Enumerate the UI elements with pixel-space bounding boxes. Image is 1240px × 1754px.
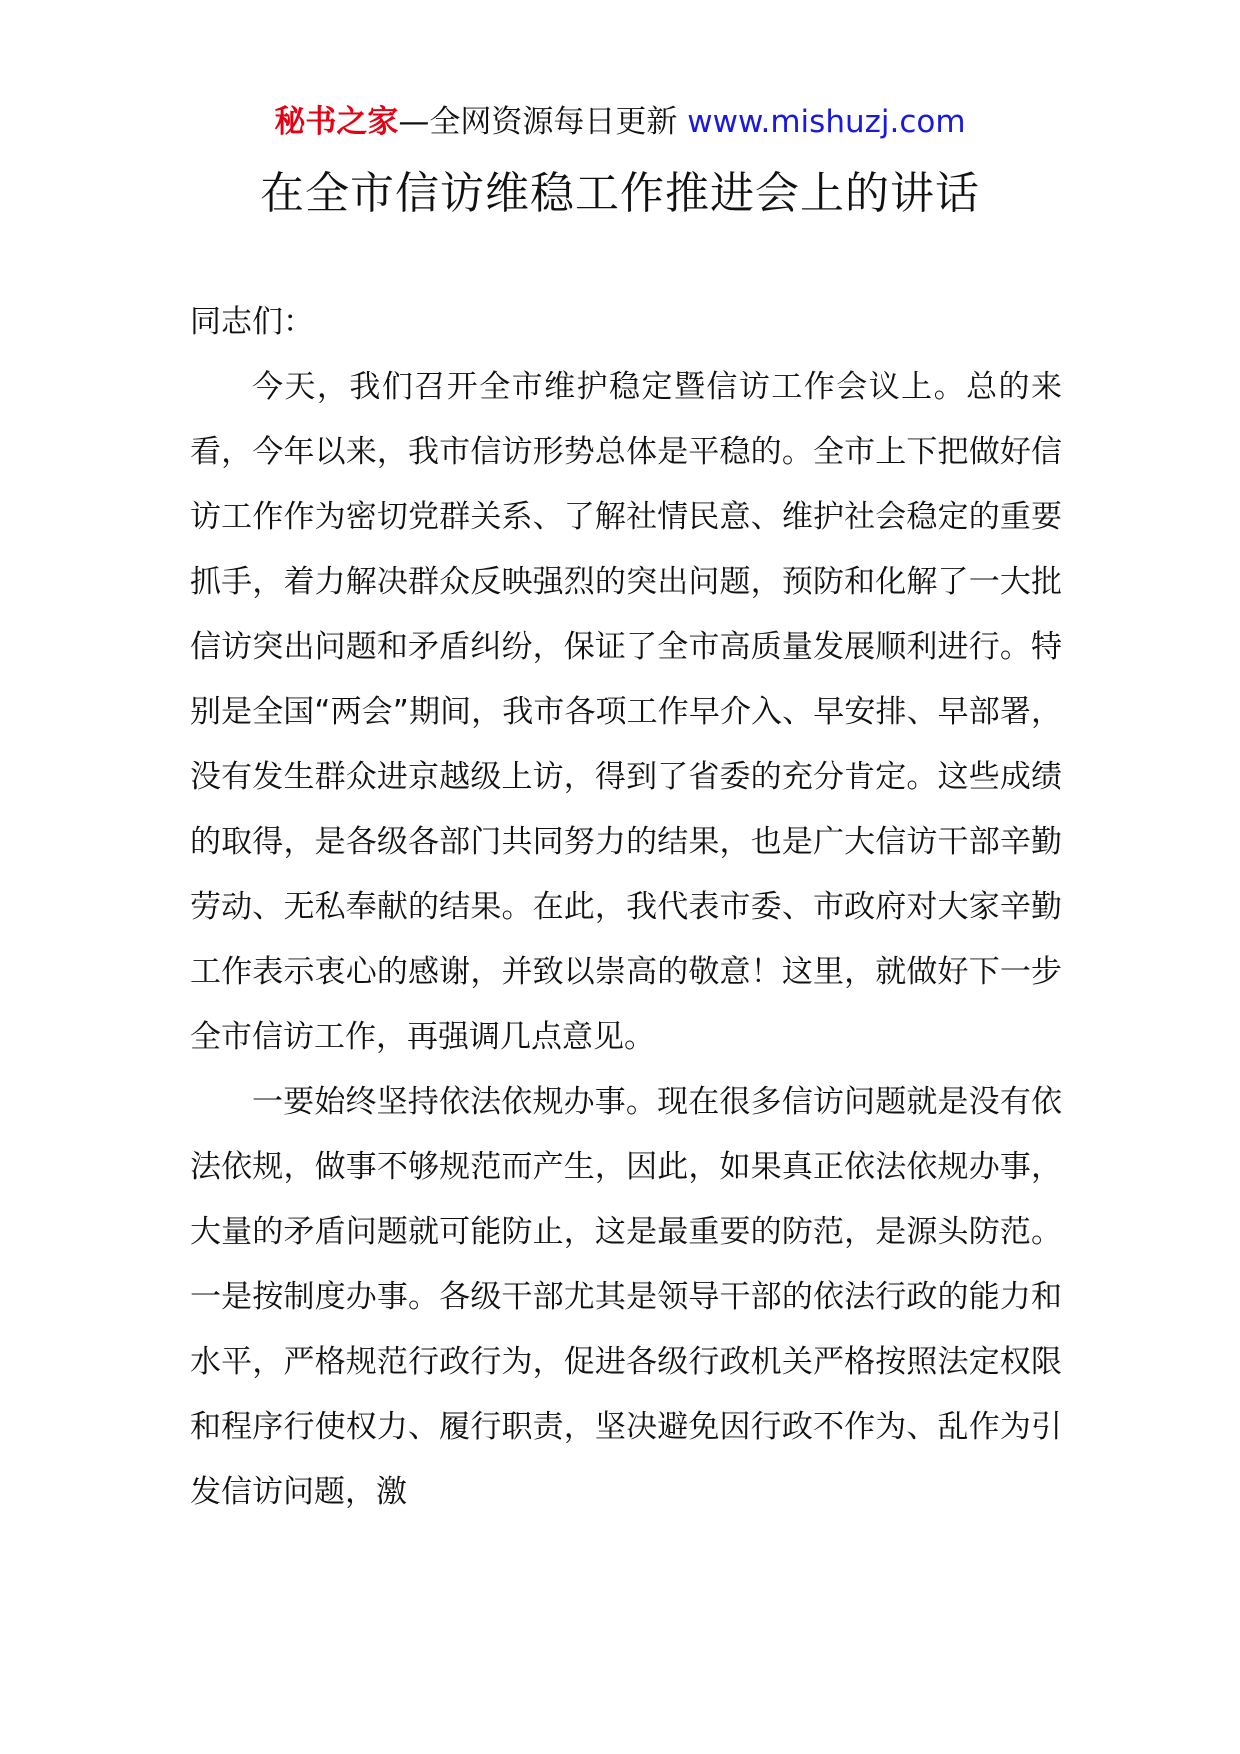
document-body [190, 290, 1062, 1525]
document-title: 在全市信访维稳工作推进会上的讲话 [260, 168, 980, 219]
header-tagline: —全网资源每日更新 [398, 104, 688, 140]
paragraph-opening: 今天，我们召开全市维护稳定暨信访工作会议上。总的来看，今年以来，我市信访形势总体是平稳的。全市上下把做好信访工作作为密切党群关系、了解社情民意、维护社会稳定的重要抓手，着力解决群众反映强烈的突出问题，预防和化解了一大批信访突出问题和矛盾纠纷，保证了全市高质量发展顺利进行。特别是全国“两会”期间，我市各项工作早介入、早安排、早部署，没有发生群众进京越级上访，得到了省委的充分肯定。这些成绩的取得，是各级各部门共同努力的结果，也是广大信访干部辛勤劳动、无私奉献的结果。在此，我代表市委、市政府对大家辛勤工作表示衷心的感谢，并致以崇高的敬意！这里，就做好下一步全市信访工作，再强调几点意见。 [190, 369, 1062, 1055]
brand-name: 秘书之家 [274, 104, 399, 140]
salutation: 同志们： [190, 304, 314, 340]
header-banner [0, 100, 1240, 144]
site-url-link[interactable]: www.mishuzj.com [687, 104, 966, 140]
paragraph-point-one: 一要始终坚持依法依规办事。现在很多信访问题就是没有依法依规，做事不够规范而产生，因此，如果真正依法依规办事，大量的矛盾问题就可能防止，这是最重要的防范，是源头防范。一是按制度办事。各级干部尤其是领导干部的依法行政的能力和水平，严格规范行政行为，促进各级行政机关严格按照法定权限和程序行使权力、履行职责，坚决避免因行政不作为、乱作为引发信访问题，激 [190, 1084, 1062, 1510]
